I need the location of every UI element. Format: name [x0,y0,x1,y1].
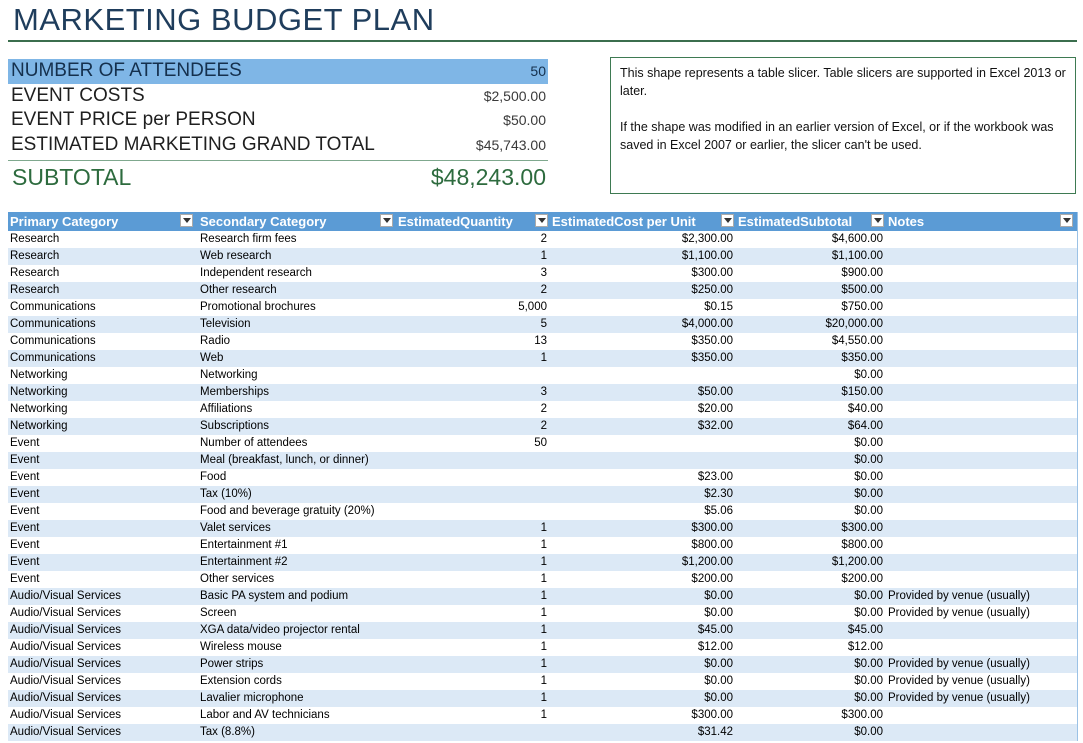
table-row[interactable] [8,673,1077,690]
table-row[interactable] [8,367,1077,384]
cell-subtotal[interactable]: $350.00 [841,352,883,364]
table-row[interactable] [8,656,1077,673]
cell-subtotal[interactable]: $900.00 [841,267,883,279]
cell-subtotal[interactable]: $0.00 [854,454,883,466]
table-row[interactable] [8,401,1077,418]
cell-quantity[interactable]: 1 [540,641,547,653]
cell-secondary-category[interactable]: Networking [200,369,258,381]
table-row[interactable] [8,690,1077,707]
cell-primary-category[interactable]: Event [10,573,40,585]
summary-label: NUMBER OF ATTENDEES [11,60,242,81]
cell-subtotal[interactable]: $0.00 [854,658,883,670]
cell-subtotal[interactable]: $0.00 [854,488,883,500]
cell-subtotal[interactable]: $1,100.00 [831,250,883,262]
subtotal-label: SUBTOTAL [12,164,132,190]
cell-secondary-category[interactable]: Power strips [200,658,264,670]
cell-subtotal[interactable]: $1,200.00 [831,556,883,568]
cell-cost-per-unit[interactable]: $0.00 [704,590,733,602]
table-row[interactable] [8,384,1077,401]
table-row[interactable] [8,452,1077,469]
cell-quantity[interactable]: 13 [534,335,547,347]
table-row[interactable] [8,418,1077,435]
table-row[interactable] [8,588,1077,605]
cell-subtotal[interactable]: $45.00 [847,624,883,636]
table-row[interactable] [8,537,1077,554]
header-estimated-quantity: EstimatedQuantity [398,214,513,229]
summary-label: EVENT COSTS [11,84,145,106]
table-header [8,212,1077,231]
cell-cost-per-unit[interactable]: $0.00 [704,607,733,619]
summary-value[interactable]: $50.00 [503,112,546,128]
cell-cost-per-unit[interactable]: $2.30 [704,488,733,500]
cell-subtotal[interactable]: $0.00 [854,471,883,483]
cell-cost-per-unit[interactable]: $4,000.00 [681,318,733,330]
cell-secondary-category[interactable]: Basic PA system and podium [200,590,349,602]
cell-subtotal[interactable]: $0.00 [854,675,883,687]
cell-cost-per-unit[interactable]: $200.00 [691,573,733,585]
cell-quantity[interactable]: 1 [540,607,547,619]
cell-cost-per-unit[interactable]: $31.42 [697,726,733,738]
cell-quantity[interactable]: 2 [540,420,547,432]
cell-subtotal[interactable]: $4,600.00 [831,233,883,245]
cell-primary-category[interactable]: Research [10,233,60,245]
cell-primary-category[interactable]: Audio/Visual Services [10,675,122,687]
cell-cost-per-unit[interactable]: $12.00 [697,641,733,653]
cell-cost-per-unit[interactable]: $1,100.00 [681,250,733,262]
cell-cost-per-unit[interactable]: $0.15 [704,301,733,313]
cell-secondary-category[interactable]: Food [200,471,227,483]
cell-cost-per-unit[interactable]: $300.00 [691,709,733,721]
slicer-placeholder[interactable] [610,57,1076,194]
cell-primary-category[interactable]: Communications [10,335,96,347]
header-estimated-cost: EstimatedCost per Unit [552,214,696,229]
cell-notes[interactable]: Provided by venue (usually) [888,675,1030,687]
filter-dropdown-icon[interactable] [380,214,393,227]
cell-cost-per-unit[interactable]: $32.00 [697,420,733,432]
table-row[interactable] [8,282,1077,299]
cell-primary-category[interactable]: Audio/Visual Services [10,692,122,704]
cell-secondary-category[interactable]: Affiliations [200,403,253,415]
subtotal-value[interactable]: $48,243.00 [430,164,546,190]
table-row[interactable] [8,333,1077,350]
cell-primary-category[interactable]: Networking [10,420,68,432]
table-row[interactable] [8,316,1077,333]
cell-quantity[interactable]: 50 [534,437,547,449]
cell-secondary-category[interactable]: Screen [200,607,237,619]
cell-secondary-category[interactable]: Labor and AV technicians [200,709,330,721]
cell-quantity[interactable]: 1 [540,573,547,585]
slicer-text: This shape represents a table slicer. Table slicers are supported in Excel 2013 or later. [620,66,1066,98]
cell-cost-per-unit[interactable]: $350.00 [691,352,733,364]
cell-subtotal[interactable]: $300.00 [841,522,883,534]
cell-subtotal[interactable]: $500.00 [841,284,883,296]
summary-block [8,59,548,157]
cell-quantity[interactable]: 2 [540,403,547,415]
table-row[interactable] [8,622,1077,639]
summary-row-attendees[interactable] [8,59,548,84]
cell-cost-per-unit[interactable]: $350.00 [691,335,733,347]
cell-secondary-category[interactable]: Subscriptions [200,420,270,432]
cell-cost-per-unit[interactable]: $0.00 [704,658,733,670]
cell-quantity[interactable]: 2 [540,284,547,296]
filter-dropdown-icon[interactable] [535,214,548,227]
cell-subtotal[interactable]: $200.00 [841,573,883,585]
cell-secondary-category[interactable]: Entertainment #2 [200,556,288,568]
cell-secondary-category[interactable]: Tax (8.8%) [200,726,255,738]
cell-cost-per-unit[interactable]: $300.00 [691,522,733,534]
subtotal-divider [8,160,548,161]
cell-secondary-category[interactable]: XGA data/video projector rental [200,624,360,636]
table-row[interactable] [8,350,1077,367]
cell-subtotal[interactable]: $12.00 [847,641,883,653]
cell-primary-category[interactable]: Networking [10,403,68,415]
summary-row-event-price[interactable] [8,108,548,133]
cell-quantity[interactable]: 1 [540,556,547,568]
cell-quantity[interactable]: 1 [540,522,547,534]
cell-cost-per-unit[interactable]: $20.00 [697,403,733,415]
cell-secondary-category[interactable]: Research firm fees [200,233,297,245]
header-notes: Notes [888,214,925,229]
cell-subtotal[interactable]: $0.00 [854,607,883,619]
cell-secondary-category[interactable]: Radio [200,335,231,347]
cell-primary-category[interactable]: Audio/Visual Services [10,726,122,738]
summary-value[interactable]: $2,500.00 [483,87,546,104]
cell-secondary-category[interactable]: Promotional brochures [200,301,316,313]
filter-dropdown-icon[interactable] [871,214,884,227]
cell-subtotal[interactable]: $20,000.00 [825,318,883,330]
cell-notes[interactable]: Provided by venue (usually) [888,607,1030,619]
cell-secondary-category[interactable]: Wireless mouse [200,641,282,653]
cell-primary-category[interactable]: Audio/Visual Services [10,641,122,653]
cell-secondary-category[interactable]: Valet services [200,522,271,534]
cell-subtotal[interactable]: $4,550.00 [831,335,883,347]
cell-subtotal[interactable]: $300.00 [841,709,883,721]
cell-subtotal[interactable]: $0.00 [854,369,883,381]
table-row[interactable] [8,265,1077,282]
table-row[interactable] [8,231,1077,248]
summary-label: ESTIMATED MARKETING GRAND TOTAL [11,133,375,155]
table-row[interactable] [8,571,1077,588]
cell-primary-category[interactable]: Event [10,522,40,534]
cell-subtotal[interactable]: $0.00 [854,505,883,517]
cell-primary-category[interactable]: Event [10,488,40,500]
table-row[interactable] [8,520,1077,537]
cell-secondary-category[interactable]: Independent research [200,267,312,279]
summary-label: EVENT PRICE per PERSON [11,109,256,130]
table-row[interactable] [8,469,1077,486]
cell-primary-category[interactable]: Audio/Visual Services [10,590,122,602]
cell-quantity[interactable]: 3 [540,386,547,398]
filter-dropdown-icon[interactable] [721,214,734,227]
table-row[interactable] [8,639,1077,656]
cell-cost-per-unit[interactable]: $1,200.00 [681,556,733,568]
cell-primary-category[interactable]: Event [10,556,40,568]
cell-cost-per-unit[interactable]: $0.00 [704,692,733,704]
cell-cost-per-unit[interactable]: $5.06 [704,505,733,517]
cell-primary-category[interactable]: Audio/Visual Services [10,624,122,636]
header-estimated-subtotal: EstimatedSubtotal [738,214,853,229]
cell-primary-category[interactable]: Communications [10,301,96,313]
cell-primary-category[interactable]: Event [10,471,40,483]
cell-cost-per-unit[interactable]: $0.00 [704,675,733,687]
cell-secondary-category[interactable]: Tax (10%) [200,488,252,500]
cell-quantity[interactable]: 1 [540,624,547,636]
table-row[interactable] [8,707,1077,724]
cell-cost-per-unit[interactable]: $50.00 [697,386,733,398]
header-primary-category: Primary Category [10,214,119,229]
cell-secondary-category[interactable]: Meal (breakfast, lunch, or dinner) [200,454,369,466]
cell-quantity[interactable]: 1 [540,539,547,551]
table-row[interactable] [8,554,1077,571]
cell-cost-per-unit[interactable]: $45.00 [697,624,733,636]
cell-quantity[interactable]: 1 [540,590,547,602]
table-row[interactable] [8,299,1077,316]
cell-primary-category[interactable]: Audio/Visual Services [10,658,122,670]
table-row[interactable] [8,248,1077,265]
cell-cost-per-unit[interactable]: $300.00 [691,267,733,279]
cell-subtotal[interactable]: $150.00 [841,386,883,398]
summary-row-grand-total[interactable] [8,133,548,158]
cell-cost-per-unit[interactable]: $23.00 [697,471,733,483]
cell-primary-category[interactable]: Event [10,539,40,551]
cell-subtotal[interactable]: $800.00 [841,539,883,551]
cell-primary-category[interactable]: Event [10,437,40,449]
cell-quantity[interactable]: 1 [540,709,547,721]
cell-primary-category[interactable]: Event [10,454,40,466]
summary-row-event-costs[interactable] [8,84,548,109]
cell-subtotal[interactable]: $40.00 [847,403,883,415]
cell-quantity[interactable]: 5 [540,318,547,330]
title-divider [8,40,1077,42]
cell-primary-category[interactable]: Research [10,267,60,279]
cell-quantity[interactable]: 5,000 [518,301,547,313]
cell-cost-per-unit[interactable]: $2,300.00 [681,233,733,245]
cell-subtotal[interactable]: $0.00 [854,692,883,704]
table-row[interactable] [8,724,1077,741]
cell-cost-per-unit[interactable]: $800.00 [691,539,733,551]
cell-secondary-category[interactable]: Other services [200,573,275,585]
table-row[interactable] [8,605,1077,622]
cell-quantity[interactable]: 1 [540,658,547,670]
filter-dropdown-icon[interactable] [180,214,193,227]
cell-notes[interactable]: Provided by venue (usually) [888,692,1030,704]
cell-quantity[interactable]: 2 [540,233,547,245]
cell-quantity[interactable]: 1 [540,692,547,704]
table-row[interactable] [8,503,1077,520]
cell-subtotal[interactable]: $0.00 [854,437,883,449]
cell-secondary-category[interactable]: Food and beverage gratuity (20%) [200,505,375,517]
cell-quantity[interactable]: 1 [540,352,547,364]
cell-secondary-category[interactable]: Lavalier microphone [200,692,304,704]
cell-primary-category[interactable]: Communications [10,352,96,364]
cell-secondary-category[interactable]: Web research [200,250,272,262]
cell-primary-category[interactable]: Research [10,284,60,296]
slicer-text: If the shape was modified in an earlier version of Excel, or if the workbook was saved in Excel 2007 or earlier, the slicer can't be used. [620,120,1054,152]
summary-value[interactable]: $45,743.00 [475,136,546,153]
cell-primary-category[interactable]: Communications [10,318,96,330]
cell-secondary-category[interactable]: Television [200,318,251,330]
cell-subtotal[interactable]: $64.00 [847,420,883,432]
cell-subtotal[interactable]: $750.00 [841,301,883,313]
cell-secondary-category[interactable]: Extension cords [200,675,282,687]
cell-primary-category[interactable]: Networking [10,369,68,381]
cell-secondary-category[interactable]: Number of attendees [200,437,308,449]
cell-primary-category[interactable]: Audio/Visual Services [10,709,122,721]
cell-subtotal[interactable]: $0.00 [854,726,883,738]
table-row[interactable] [8,435,1077,452]
table-body [8,231,1077,741]
cell-subtotal[interactable]: $0.00 [854,590,883,602]
cell-primary-category[interactable]: Event [10,505,40,517]
header-secondary-category: Secondary Category [200,214,327,229]
cell-quantity[interactable]: 1 [540,675,547,687]
cell-primary-category[interactable]: Audio/Visual Services [10,607,122,619]
cell-secondary-category[interactable]: Web [200,352,224,364]
filter-dropdown-icon[interactable] [1060,214,1073,227]
cell-secondary-category[interactable]: Entertainment #1 [200,539,288,551]
cell-cost-per-unit[interactable]: $250.00 [691,284,733,296]
cell-notes[interactable]: Provided by venue (usually) [888,658,1030,670]
cell-primary-category[interactable]: Research [10,250,60,262]
cell-secondary-category[interactable]: Memberships [200,386,270,398]
table-row[interactable] [8,486,1077,503]
cell-quantity[interactable]: 1 [540,250,547,262]
page-title: MARKETING BUDGET PLAN [13,2,435,37]
cell-secondary-category[interactable]: Other research [200,284,277,296]
cell-notes[interactable]: Provided by venue (usually) [888,590,1030,602]
summary-value[interactable]: 50 [530,63,546,79]
budget-table [8,212,1078,741]
cell-primary-category[interactable]: Networking [10,386,68,398]
cell-quantity[interactable]: 3 [540,267,547,279]
